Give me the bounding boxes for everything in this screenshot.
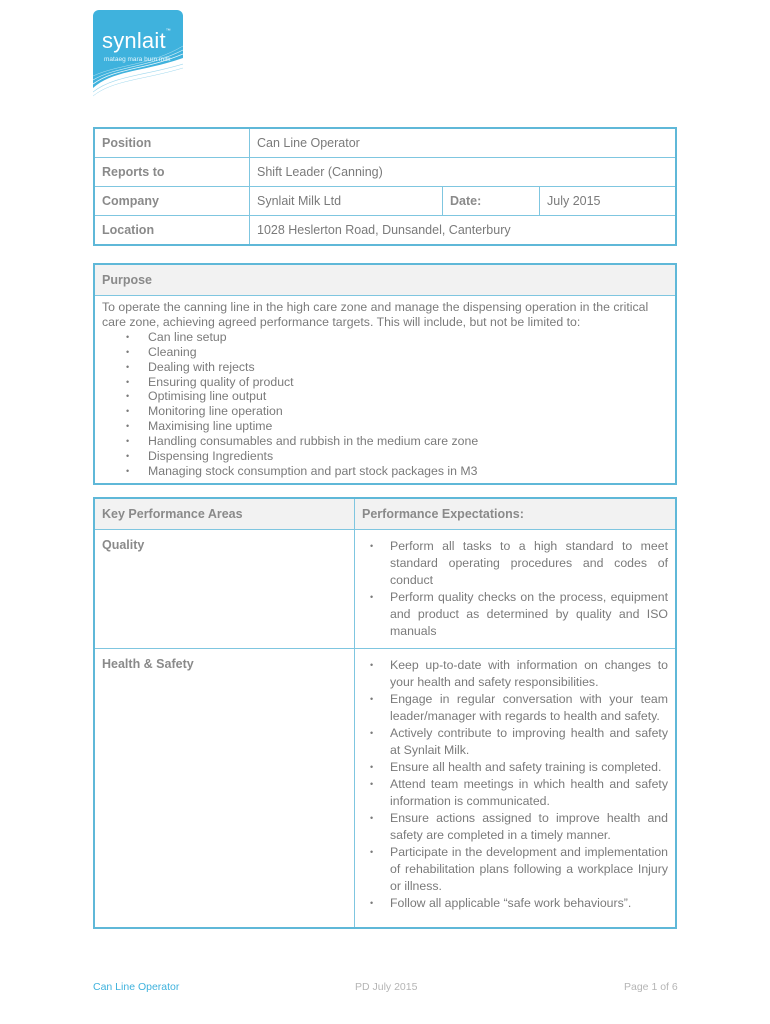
purpose-heading: Purpose [94,264,676,296]
footer-title: Can Line Operator [93,981,180,993]
position-info-table [93,127,677,246]
footer-revision: PD July 2015 [355,981,418,993]
date-label: Date: [443,187,540,216]
quality-expectations-list [362,538,668,640]
kpa-area-health-safety: Health & Safety [94,649,355,929]
purpose-list-item: • Maximising line uptime [148,419,668,434]
date-value: July 2015 [540,187,677,216]
health-safety-expectations-list [362,657,668,912]
expectation-item: • Perform quality checks on the process, equipment and product as determined by quality and ISO manuals [390,589,668,640]
logo-tagline: mataeg mara burn milk [104,56,171,63]
kpa-area-quality: Quality [94,530,355,649]
location-value: 1028 Heslerton Road, Dunsandel, Canterbury [250,216,677,246]
expectation-item: • Perform all tasks to a high standard to meet standard operating procedures and codes of conduct [390,538,668,589]
expectation-item: • Keep up-to-date with information on changes to your health and safety responsibilities. [390,657,668,691]
location-label: Location [94,216,250,246]
footer-page-number: Page 1 of 6 [624,981,678,993]
expectation-item: • Participate in the development and implementation of rehabilitation plans following a workplace Injury or illness. [390,844,668,895]
purpose-table [93,263,677,485]
quality-expectations [355,530,677,649]
reports-to-value: Shift Leader (Canning) [250,158,677,187]
reports-to-label: Reports to [94,158,250,187]
logo-wordmark: synlait™ [102,28,171,53]
purpose-list-item: • Dealing with rejects [148,360,668,375]
expectations-column-header: Performance Expectations: [355,498,677,530]
synlait-logo [93,10,183,112]
purpose-list-item: • Dispensing Ingredients [148,449,668,464]
purpose-list-item: • Handling consumables and rubbish in the medium care zone [148,434,668,449]
expectation-item: • Ensure actions assigned to improve health and safety are completed in a timely manner. [390,810,668,844]
position-label: Position [94,128,250,158]
purpose-list-item: • Managing stock consumption and part stock packages in M3 [148,464,668,479]
position-value: Can Line Operator [250,128,677,158]
kpa-column-header: Key Performance Areas [94,498,355,530]
health-safety-expectations [355,649,677,929]
expectation-item: • Actively contribute to improving health and safety at Synlait Milk. [390,725,668,759]
purpose-list-item: • Optimising line output [148,389,668,404]
purpose-list [102,330,668,479]
purpose-list-item: • Ensuring quality of product [148,375,668,390]
expectation-item: • Follow all applicable “safe work behaviours”. [390,895,668,912]
company-label: Company [94,187,250,216]
purpose-list-item: • Monitoring line operation [148,404,668,419]
kpa-table [93,497,677,929]
purpose-list-item: • Can line setup [148,330,668,345]
purpose-body [94,296,676,484]
expectation-item: • Engage in regular conversation with your team leader/manager with regards to health and safety. [390,691,668,725]
purpose-intro: To operate the canning line in the high care zone and manage the dispensing operation in the critical care zone, achieving agreed performance targets. This will include, but not be limited to: [102,300,649,329]
expectation-item: • Attend team meetings in which health and safety information is communicated. [390,776,668,810]
expectation-item: • Ensure all health and safety training is completed. [390,759,668,776]
purpose-list-item: • Cleaning [148,345,668,360]
company-value: Synlait Milk Ltd [250,187,443,216]
